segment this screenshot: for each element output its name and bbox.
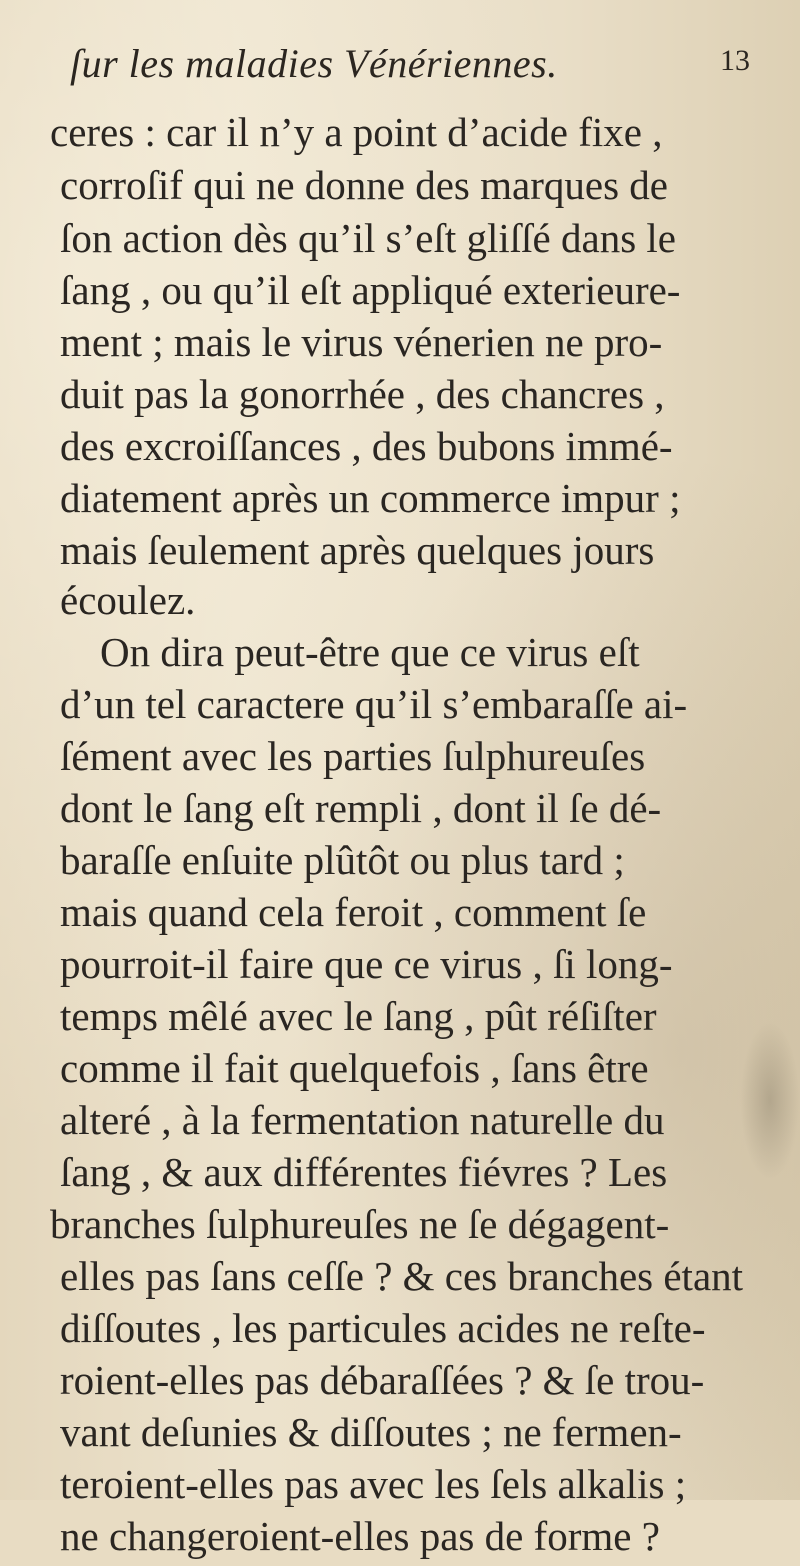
text-line: duit pas la gonorrhée , des chancres , — [60, 371, 665, 417]
text-line: mais quand cela feroit , comment ſe — [60, 889, 647, 935]
text-line: mais ſeulement après quelques jours — [60, 527, 655, 573]
text-line: d’un tel caractere qu’il s’embaraſſe ai- — [60, 681, 688, 727]
text-line: corroſif qui ne donne des marques de — [60, 162, 668, 208]
text-line: ſément avec les parties ſulphureuſes — [60, 733, 646, 779]
page-header — [70, 40, 750, 90]
text-line: branches ſulphureuſes ne ſe dégagent- — [50, 1201, 670, 1247]
text-line: diatement après un commerce impur ; — [60, 475, 681, 521]
text-line: ſang , & aux différentes fiévres ? Les — [60, 1149, 668, 1195]
text-line: ne changeroient-elles pas de forme ? — [60, 1513, 660, 1559]
text-line: alteré , à la fermentation naturelle du — [60, 1097, 665, 1143]
text-line: pourroit-il faire que ce virus , ſi long- — [60, 941, 673, 987]
text-line: temps mêlé avec le ſang , pût réſiſter — [60, 993, 657, 1039]
text-line: elles pas ſans ceſſe ? & ces branches étant — [60, 1253, 744, 1299]
text-line: ment ; mais le virus vénerien ne pro- — [60, 319, 663, 365]
text-line: dont le ſang eſt rempli , dont il ſe dé- — [60, 785, 662, 831]
text-line: ſon action dès qu’il s’eſt gliſſé dans le — [60, 215, 677, 261]
text-line: baraſſe enſuite plûtôt ou plus tard ; — [60, 837, 625, 883]
text-line: teroient-elles pas avec les ſels alkalis ; — [60, 1461, 687, 1507]
text-line: ceres : car il n’y a point d’acide fixe , — [50, 109, 663, 155]
text-line: ſang , ou qu’il eſt appliqué exterieure- — [60, 267, 681, 313]
page-number: 13 — [720, 44, 750, 77]
paper-stain — [740, 1020, 800, 1180]
text-line: des excroiſſances , des bubons immé- — [60, 423, 673, 469]
text-line: roient-elles pas débaraſſées ? & ſe trou- — [60, 1357, 705, 1403]
paragraph-start: On dira peut-être que ce virus eſt — [100, 629, 640, 675]
running-head: ſur les maladies Vénériennes. — [70, 41, 558, 86]
text-line: écoulez. — [60, 577, 196, 623]
text-line: vant deſunies & diſſoutes ; ne fermen- — [60, 1409, 682, 1455]
text-line: comme il fait quelquefois , ſans être — [60, 1045, 649, 1091]
text-line: diſſoutes , les particules acides ne reſte- — [60, 1305, 706, 1351]
